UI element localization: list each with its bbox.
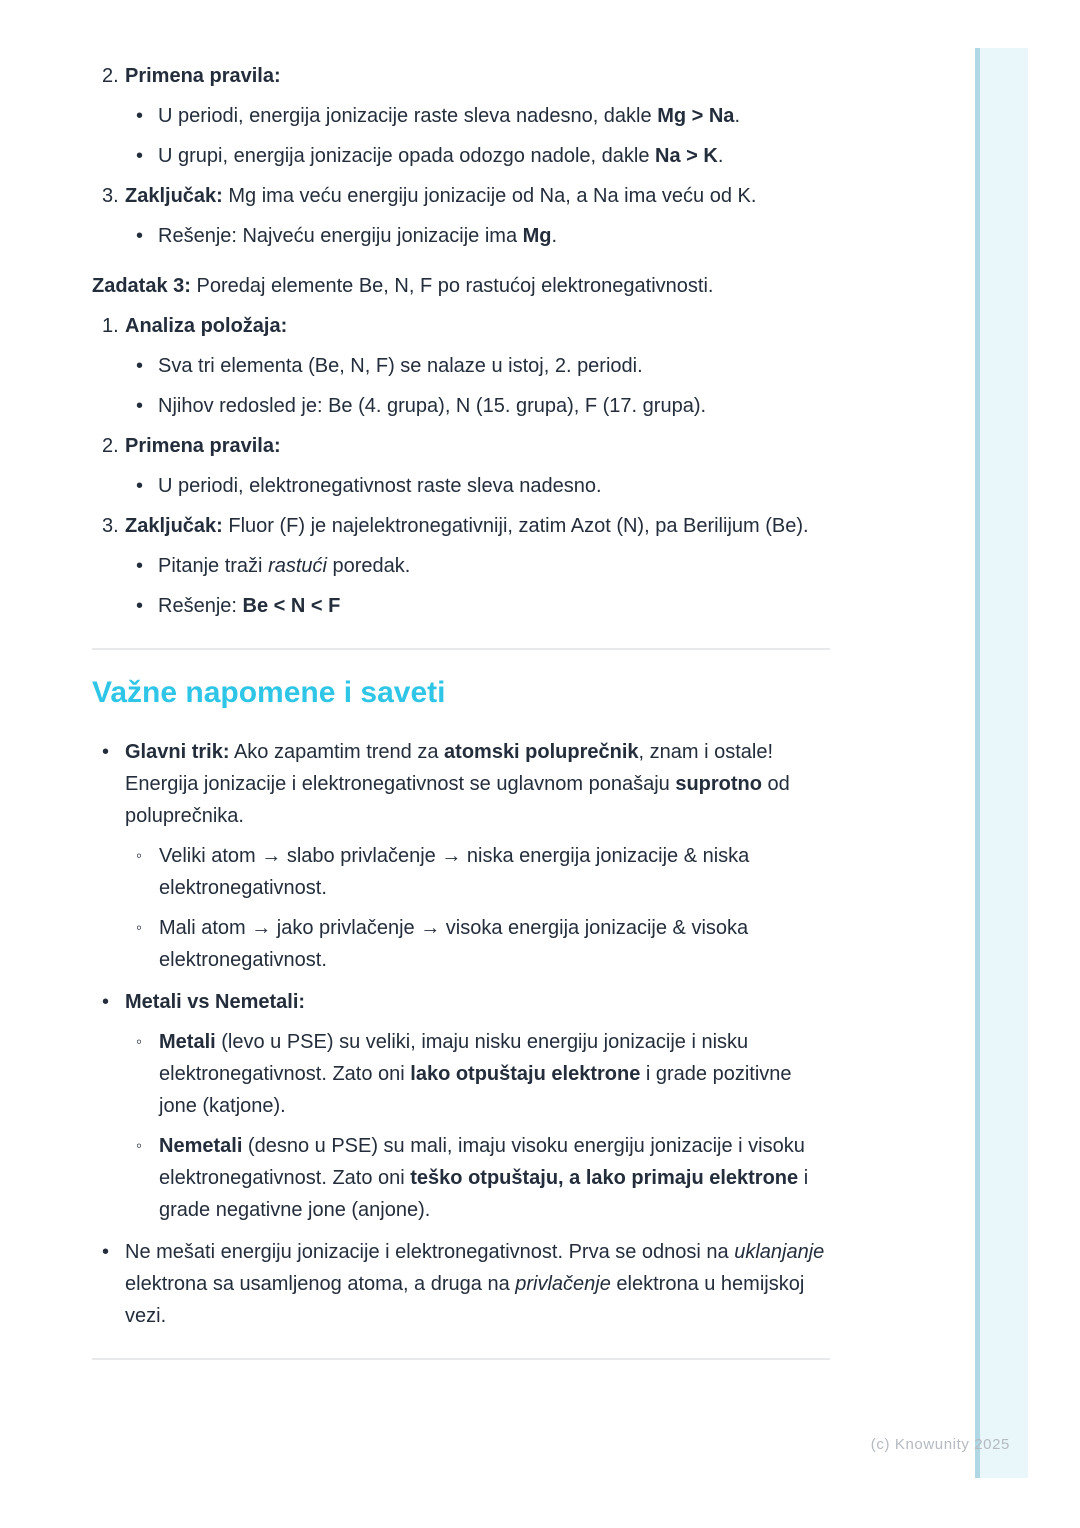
- bullet-icon: •: [136, 225, 144, 247]
- sub-bullet-item: [92, 1130, 830, 1226]
- bullet-icon: •: [136, 595, 144, 617]
- sub-bullet-item: [92, 912, 830, 976]
- bullet-item: [92, 140, 830, 172]
- item-text: [125, 1236, 830, 1332]
- text-segment: Zaključak:: [125, 515, 223, 537]
- text-segment: Pitanje traži: [158, 555, 269, 577]
- numbered-item: [92, 310, 830, 342]
- text-segment: Ako zapamtim trend za: [229, 741, 445, 763]
- text-segment: (levo u PSE) su veliki, imaju nisku energiju jonizacije i nisku elektronegativnost. Zato oni: [159, 1031, 749, 1085]
- item-number: 1.: [102, 315, 119, 337]
- bullet-item: [92, 736, 830, 832]
- bullet-icon: •: [136, 145, 144, 167]
- bullet-icon: •: [102, 991, 110, 1013]
- text-segment: od poluprečnika.: [125, 773, 790, 827]
- item-text: [125, 736, 830, 832]
- sub-bullet-item: [92, 1026, 830, 1122]
- document-content: [92, 52, 830, 1384]
- text-segment: Rešenje: Najveću energiju jonizacije ima: [158, 225, 523, 247]
- circle-bullet-icon: ◦: [136, 1136, 143, 1155]
- bullet-item: [92, 986, 830, 1018]
- item-text: [159, 912, 830, 976]
- item-text: [158, 590, 830, 622]
- text-segment: rastući: [268, 555, 327, 577]
- text-segment: Ne mešati energiju jonizacije i elektronegativnost. Prva se odnosi na: [125, 1241, 735, 1263]
- bullet-item: [92, 550, 830, 582]
- item-text: [159, 840, 830, 904]
- bullet-icon: •: [136, 475, 144, 497]
- text-segment: Sva tri elementa (Be, N, F) se nalaze u istoj, 2. periodi.: [158, 355, 643, 377]
- bullet-item: [92, 1236, 830, 1332]
- bullet-icon: •: [136, 555, 144, 577]
- circle-bullet-icon: ◦: [136, 918, 143, 937]
- item-text: [159, 1026, 830, 1122]
- bullet-icon: •: [136, 105, 144, 127]
- text-segment: U grupi, energija jonizacije opada odozgo nadole, dakle: [158, 145, 656, 167]
- text-segment: .: [734, 105, 740, 127]
- numbered-item: [92, 180, 830, 212]
- bullet-item: [92, 100, 830, 132]
- text-segment: Mg ima veću energiju jonizacije od Na, a Na ima veću od K.: [222, 185, 757, 207]
- circle-bullet-icon: ◦: [136, 1032, 143, 1051]
- text-segment: Metali vs Nemetali:: [125, 991, 306, 1013]
- bullet-icon: •: [102, 1241, 110, 1263]
- item-text: [158, 100, 830, 132]
- text-segment: .: [551, 225, 558, 247]
- text-segment: U periodi, elektronegativnost raste sleva nadesno.: [158, 475, 602, 497]
- text-segment: , znam i ostale! Energija jonizacije i elektronegativnost se uglavnom ponašaju: [125, 741, 774, 795]
- item-text: [125, 510, 830, 542]
- numbered-item: [92, 510, 830, 542]
- text-segment: Važne napomene i saveti: [92, 676, 446, 709]
- item-text: [158, 390, 830, 422]
- bullet-item: [92, 590, 830, 622]
- task-paragraph: [92, 270, 830, 302]
- text-segment: Fluor (F) je najelektronegativniji, zatim Azot (N), pa Berilijum (Be).: [222, 515, 809, 537]
- bullet-item: [92, 220, 830, 252]
- bullet-icon: •: [136, 395, 144, 417]
- bullet-item: [92, 470, 830, 502]
- section-heading: [92, 674, 830, 712]
- text-segment: teško otpuštaju, a lako primaju elektrone: [410, 1167, 799, 1189]
- text-segment: lako otpuštaju elektrone: [410, 1063, 641, 1085]
- text-segment: Veliki atom → slabo privlačenje → niska energija jonizacije & niska elektronegativnost.: [159, 845, 750, 899]
- text-segment: Na > K: [655, 145, 718, 167]
- bullet-icon: •: [102, 741, 110, 763]
- text-segment: elektrona u hemijskoj vezi.: [125, 1273, 805, 1327]
- item-text: [125, 60, 830, 92]
- text-segment: elektrona sa usamljenog atoma, a druga na: [125, 1273, 516, 1295]
- bullet-item: [92, 350, 830, 382]
- text-segment: Mali atom → jako privlačenje → visoka energija jonizacije & visoka elektronegativnost.: [159, 917, 749, 971]
- item-number: 3.: [102, 185, 119, 207]
- text-segment: Primena pravila:: [125, 435, 281, 457]
- item-text: [125, 180, 830, 212]
- text-segment: Zaključak:: [125, 185, 223, 207]
- text-segment: i grade pozitivne jone (katjone).: [159, 1063, 792, 1117]
- item-number: 2.: [102, 65, 119, 87]
- item-text: [159, 1130, 830, 1226]
- text-segment: U periodi, energija jonizacije raste sleva nadesno, dakle: [158, 105, 658, 127]
- text-segment: Primena pravila:: [125, 65, 281, 87]
- text-segment: suprotno: [675, 773, 762, 795]
- bullet-item: [92, 390, 830, 422]
- item-text: [158, 470, 830, 502]
- text-segment: .: [717, 145, 724, 167]
- text-segment: Mg > Na: [657, 105, 735, 127]
- item-text: [158, 350, 830, 382]
- section-divider: [92, 648, 830, 650]
- text-segment: Nemetali: [159, 1135, 243, 1157]
- text-segment: Be < N < F: [242, 595, 341, 617]
- item-number: 3.: [102, 515, 119, 537]
- item-text: [125, 310, 830, 342]
- text-segment: i grade negativne jone (anjone).: [159, 1167, 809, 1221]
- numbered-item: [92, 60, 830, 92]
- text-segment: Glavni trik:: [125, 741, 230, 763]
- text-segment: uklanjanje: [734, 1241, 825, 1263]
- item-text: [125, 986, 830, 1018]
- circle-bullet-icon: ◦: [136, 846, 143, 865]
- copyright-watermark: (c) Knowunity 2025: [870, 1436, 1010, 1453]
- text-segment: poredak.: [326, 555, 411, 577]
- text-segment: Njihov redosled je: Be (4. grupa), N (15. grupa), F (17. grupa).: [158, 395, 707, 417]
- item-text: [158, 550, 830, 582]
- item-number: 2.: [102, 435, 119, 457]
- section-divider: [92, 1358, 830, 1360]
- text-segment: (desno u PSE) su mali, imaju visoku energiju jonizacije i visoku elektronegativnost. Zato oni: [159, 1135, 805, 1189]
- sub-bullet-item: [92, 840, 830, 904]
- numbered-item: [92, 430, 830, 462]
- text-segment: Poredaj elemente Be, N, F po rastućoj elektronegativnosti.: [190, 275, 714, 297]
- right-margin-strip: [975, 48, 1028, 1478]
- text-segment: Mg: [522, 225, 552, 247]
- text-segment: privlačenje: [515, 1273, 611, 1295]
- item-text: [158, 220, 830, 252]
- text-segment: Analiza položaja:: [125, 315, 288, 337]
- text-segment: Rešenje:: [158, 595, 243, 617]
- text-segment: atomski poluprečnik: [444, 741, 639, 763]
- item-text: [158, 140, 830, 172]
- bullet-icon: •: [136, 355, 144, 377]
- text-segment: Zadatak 3:: [92, 275, 191, 297]
- item-text: [92, 270, 830, 302]
- item-text: [125, 430, 830, 462]
- text-segment: Metali: [159, 1031, 216, 1053]
